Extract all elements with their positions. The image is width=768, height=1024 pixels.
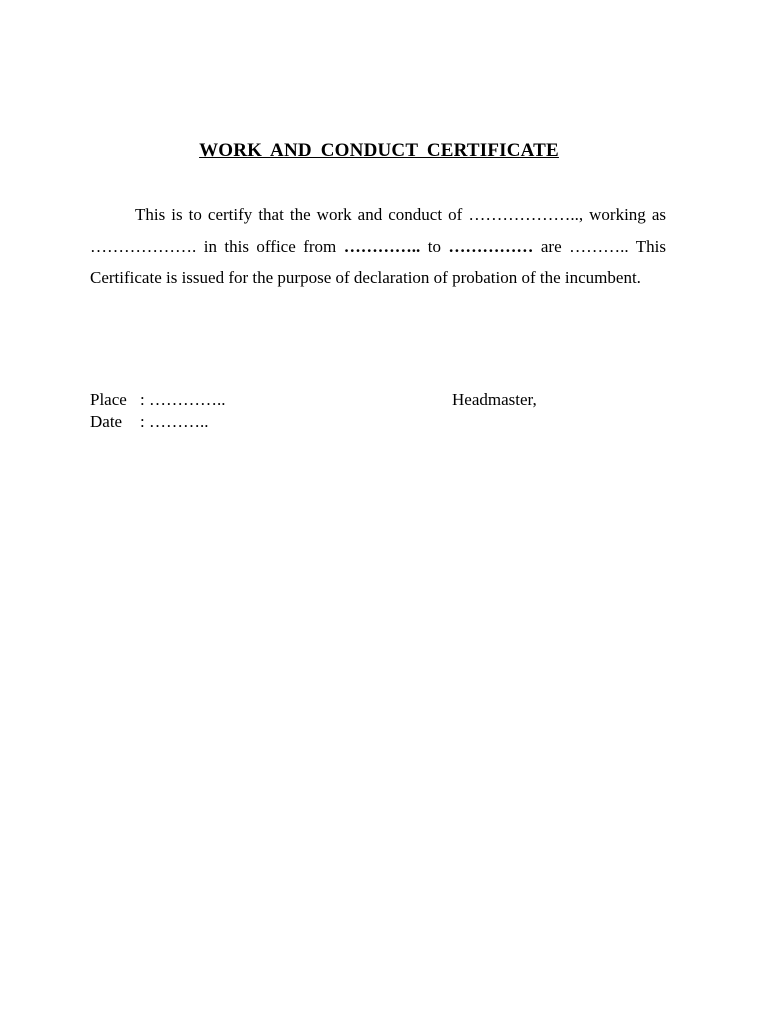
date-colon: :: [140, 412, 145, 431]
place-colon: :: [140, 390, 145, 409]
date-value: ………..: [149, 412, 209, 431]
body-text-part-2: to: [420, 236, 449, 256]
signatory-title: Headmaster,: [452, 390, 537, 409]
signature-block: [90, 389, 670, 433]
date-label: Date: [90, 412, 123, 431]
from-date-blank: …………..: [343, 236, 421, 256]
body-text-part-1: This is to certify that the work and conduct of ……………….., working as ………………. in this office from: [90, 205, 666, 256]
certificate-body: [90, 199, 666, 294]
date-row: [90, 411, 670, 433]
to-date-blank: ……………: [448, 236, 534, 256]
place-row: [90, 389, 670, 411]
place-value: …………..: [149, 390, 226, 409]
certificate-title: WORK AND CONDUCT CERTIFICATE: [199, 140, 559, 161]
place-label: Place: [90, 390, 127, 409]
body-text-part-3: are ……….. This Certificate is issued for the purpose of declaration of probation of the incumbent.: [90, 236, 666, 287]
